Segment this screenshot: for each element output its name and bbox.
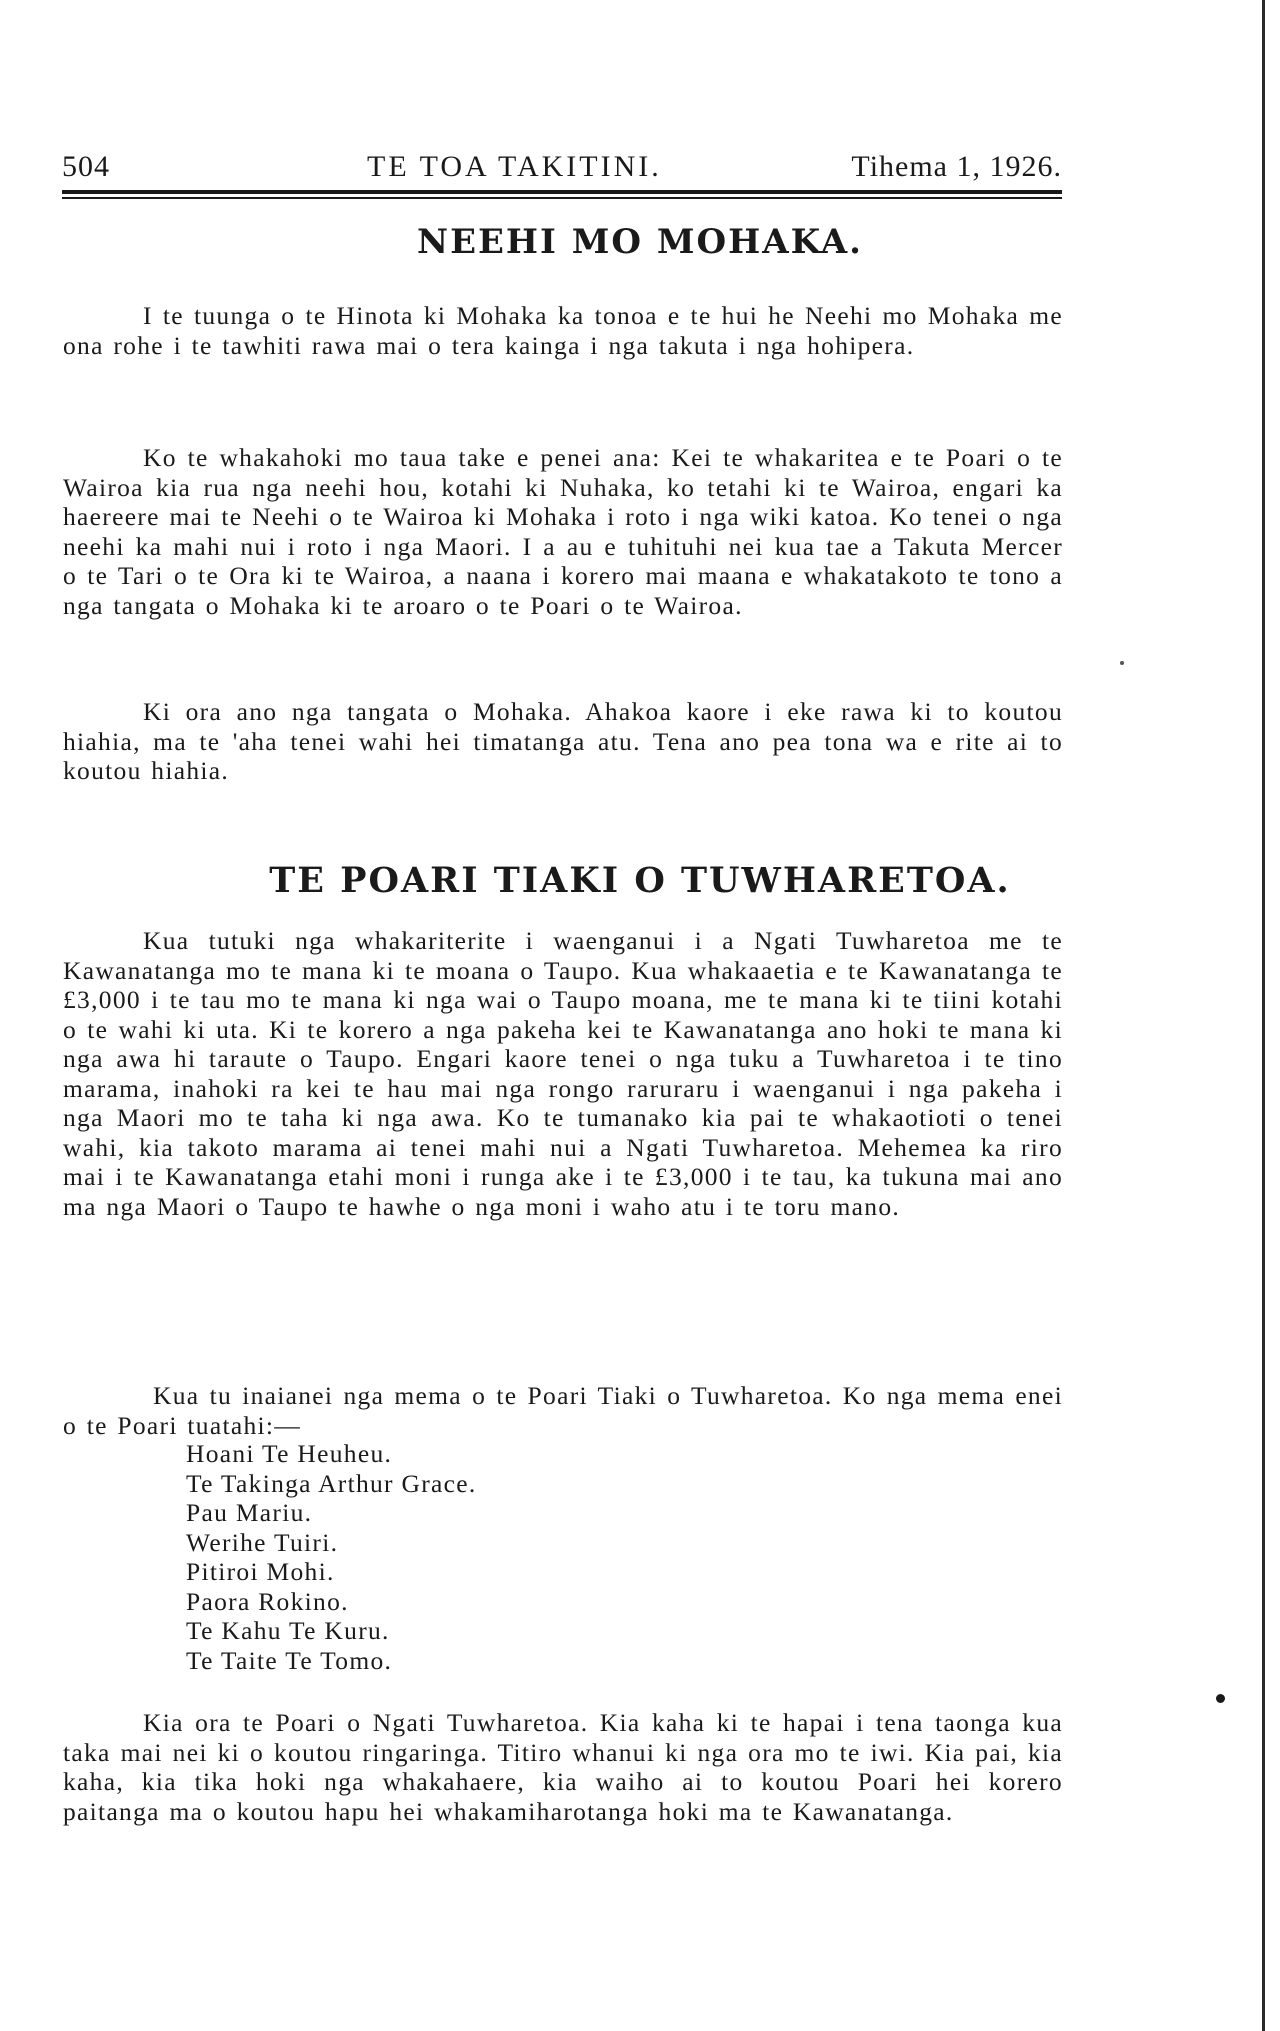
member-item: Pitiroi Mohi. [186,1557,335,1586]
member-item: Te Takinga Arthur Grace. [186,1468,477,1498]
member-item: Te Kahu Te Kuru. [186,1616,390,1645]
article1-paragraph: I te tuunga o te Hinota ki Mohaka ka tonoa e te hui he Neehi mo Mohaka me ona rohe i te tawhiti rawa mai o tera kainga i nga takuta i nga hohipera. [63,301,1063,360]
issue-date: Tihema 1, 1926. [851,150,1062,183]
article1-paragraph: Ki ora ano nga tangata o Mohaka. Ahakoa kaore i eke rawa ki to koutou hiahia, ma te 'aha tenei wahi hei timatanga atu. Tena ano pea tona wa e rite ai to koutou hiahia. [63,697,1063,785]
article2-title: TE POARI TIAKI O TUWHARETOA. [269,860,1011,901]
article2-closing-paragraph: Kia ora te Poari o Ngati Tuwharetoa. Kia kaha ki te hapai i tena taonga kua taka mai nei ki o koutou ringaringa. Titiro whanui ki nga ora mo te iwi. Kia pai, kia kaha, kia tika hoki nga whakahaere, kia waiho ai to koutou Poari hei korero paitanga ma o koutou hapu hei whakamiharotanga hoki ma te Kawanatanga. [63,1708,1063,1826]
ink-spot [1216,1694,1225,1703]
page-edge-line [1262,0,1265,2031]
member-item: Te Taite Te Tomo. [186,1645,393,1675]
header-rule-thin [62,197,1062,199]
journal-title: TE TOA TAKITINI. [367,150,662,183]
member-item: Pau Mariu. [186,1498,313,1527]
header-rule-thick [62,190,1062,194]
page-number: 504 [62,150,110,183]
member-item: Paora Rokino. [186,1586,349,1616]
page-header [62,150,1062,190]
article1-paragraph: Ko te whakahoki mo taua take e penei ana: Kei te whakaritea e te Poari o te Wairoa kia rua nga neehi hou, kotahi ki Nuhaka, ko tetahi ki te Wairoa, engari ka haereere mai te Neehi o te Wairoa ki Mohaka i roto i nga wiki katoa. Ko tenei o nga neehi ka mahi nui i roto i nga Maori. I a au e tuhituhi nei kua tae a Takuta Mercer o te Tari o te Ora ki te Wairoa, a naana i korero mai maana e whakatakoto te tono a nga tangata o Mohaka ki te aroaro o te Poari o te Wairoa. [63,443,1063,620]
article2-paragraph: Kua tutuki nga whakariterite i waenganui i a Ngati Tuwharetoa me te Kawanatanga mo te mana ki te moana o Taupo. Kua whakaaetia e te Kawanatanga te £3,000 i te tau mo te mana ki nga wai o Taupo moana, me te mana ki te tiini kotahi o te wahi ki uta. Ki te korero a nga pakeha kei te Kawanatanga ano hoki te mana ki nga awa hi taraute o Taupo. Engari kaore tenei o nga tuku a Tuwharetoa i te tino marama, inahoki ra kei te hau mai nga rongo raruraru i waenganui i nga pakeha i nga Maori mo te taha ki nga awa. Ko te tumanako kia pai te whakaotioti o tenei wahi, kia takoto marama ai tenei mahi nui a Ngati Tuwharetoa. Mehemea ka riro mai i te Kawanatanga etahi moni i runga ake i te £3,000 i te tau, ka tukuna mai ano ma nga Maori o Taupo te hawhe o nga moni i waho atu i te toru mano. [63,926,1063,1221]
ink-fleck [1120,661,1124,665]
members-list [186,1439,477,1675]
article2-paragraph: Kua tu inaianei nga mema o te Poari Tiaki o Tuwharetoa. Ko nga mema enei o te Poari tuatahi:— [63,1381,1063,1440]
member-item: Werihe Tuiri. [186,1527,339,1557]
member-item: Hoani Te Heuheu. [186,1439,393,1468]
article1-title: NEEHI MO MOHAKA. [416,222,863,262]
